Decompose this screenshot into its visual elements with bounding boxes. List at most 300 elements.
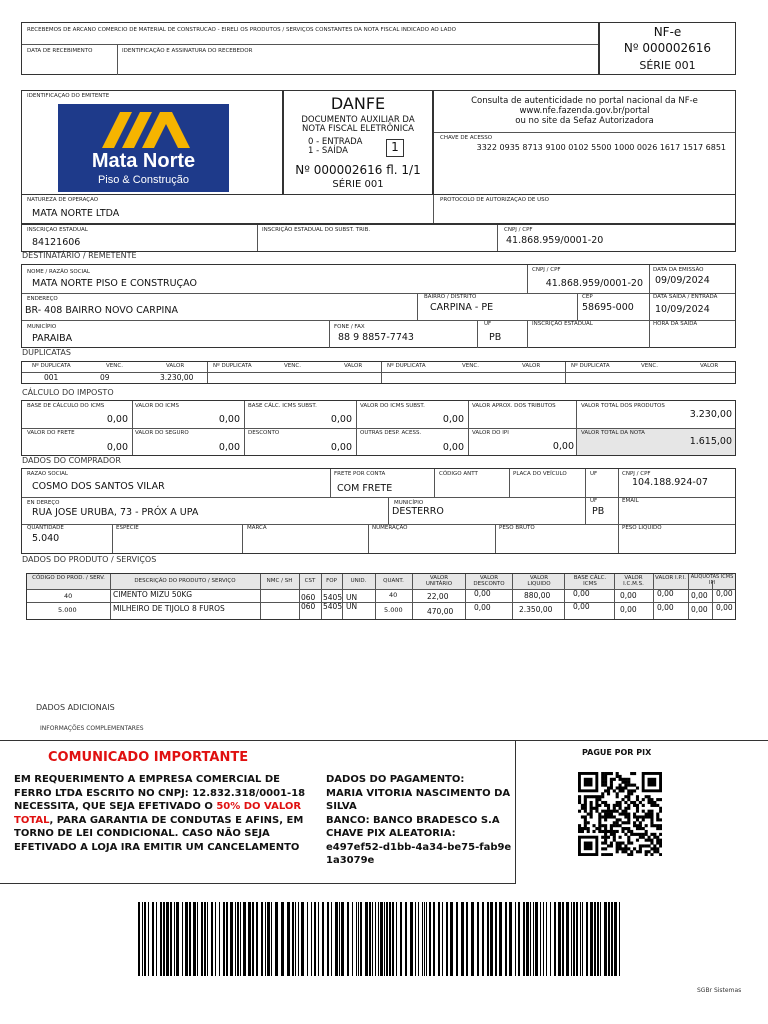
col-code: CÓDIGO DO PROD. / SERV. (32, 575, 105, 581)
qr-module (648, 815, 651, 818)
barcode-bar (600, 902, 601, 976)
row1-unit-price: 22,00 (427, 592, 449, 601)
qr-module (610, 833, 613, 836)
buyer-section: DADOS DO COMPRADOR (22, 456, 121, 465)
row2-desc: MILHEIRO DE TIJOLO 8 FUROS (113, 604, 225, 613)
dup4-venc-header: VENC. (641, 363, 658, 369)
qr-module (601, 815, 604, 818)
qr-module (607, 786, 610, 789)
row1-aliq-icms: 0,00 (691, 591, 708, 600)
qr-module (595, 827, 598, 830)
row1-base: 0,00 (573, 589, 590, 598)
qr-module (613, 804, 616, 807)
tax-base-icms-label: BASE DE CÁLCULO DO ICMS (27, 403, 105, 409)
recipient-box (21, 264, 736, 348)
barcode-bar (456, 902, 458, 976)
tax-insurance: 0,00 (218, 442, 240, 453)
qr-module (650, 853, 653, 856)
qr-module (624, 833, 627, 836)
qr-module (650, 804, 653, 807)
qr-module (601, 772, 604, 775)
phone-value: 88 9 8857-7743 (338, 332, 414, 343)
emitter-logo (58, 104, 229, 192)
qr-module (616, 795, 619, 798)
barcode-bar (523, 902, 525, 976)
qr-module (624, 807, 627, 810)
logo-subtitle: Piso & Construção (97, 174, 190, 186)
qr-module (650, 801, 653, 804)
qr-module (627, 821, 630, 824)
qr-module (621, 847, 624, 850)
qr-module (645, 853, 648, 856)
danfe-title: DANFE (330, 94, 386, 113)
qr-module (636, 815, 639, 818)
dup2-num-header: Nº DUPLICATA (213, 363, 252, 369)
barcode-bar (442, 902, 443, 976)
qr-module (627, 830, 630, 833)
qr-module (650, 818, 653, 821)
barcode-bar (424, 902, 425, 976)
tax-icms-subst-label: VALOR DO ICMS SUBST. (360, 403, 425, 409)
qr-module (653, 847, 656, 850)
qr-module (633, 824, 636, 827)
barcode-bar (219, 902, 220, 976)
barcode-bar (360, 902, 362, 976)
qr-module (650, 824, 653, 827)
col-qty: QUANT. (383, 578, 404, 584)
qr-module (627, 778, 630, 781)
qr-module (624, 784, 627, 787)
qr-module (616, 792, 619, 795)
qr-module (619, 844, 622, 847)
barcode-bar (335, 902, 338, 976)
qr-module (607, 792, 610, 795)
barcode-bar (446, 902, 448, 976)
receipt-stub (21, 22, 599, 75)
qr-module (656, 798, 659, 801)
row2-icms: 0,00 (620, 605, 637, 614)
tax-approx-label: VALOR APROX. DOS TRIBUTOS (472, 403, 556, 409)
qr-module (601, 778, 604, 781)
qr-module (639, 824, 642, 827)
qr-module (613, 824, 616, 827)
barcode-bar (461, 902, 464, 976)
qr-module (604, 836, 607, 839)
dup-venc-header: VENC. (106, 363, 123, 369)
buyer-address-label: EN DEREÇO (27, 500, 60, 506)
qr-module (584, 798, 587, 801)
qr-module (656, 815, 659, 818)
qr-module (639, 850, 642, 853)
qr-module (613, 839, 616, 842)
danfe-type-box (386, 139, 404, 157)
qr-module (595, 810, 598, 813)
qr-module (590, 813, 593, 816)
ie-row (21, 224, 736, 252)
qr-module (584, 807, 587, 810)
qr-module (584, 821, 587, 824)
qr-module (639, 815, 642, 818)
barcode-bar (619, 902, 620, 976)
qr-module (624, 813, 627, 816)
barcode-bar (597, 902, 599, 976)
tax-total-note: 1.615,00 (689, 436, 732, 447)
qr-module (595, 807, 598, 810)
qr-module (636, 786, 639, 789)
buyer-city: DESTERRO (392, 506, 444, 517)
row2-base: 0,00 (573, 602, 590, 611)
qr-module (604, 813, 607, 816)
barcode-bar (322, 902, 324, 976)
qr-module (653, 804, 656, 807)
barcode-bar (477, 902, 479, 976)
row2-qty: 5.000 (384, 606, 403, 614)
qr-module (624, 786, 627, 789)
qr-module (627, 781, 630, 784)
qr-module (604, 789, 607, 792)
barcode-bar (438, 902, 440, 976)
col-unit-price: VALOR UNITÁRIO (425, 575, 453, 587)
tax-other-label: OUTRAS DESP. ACESS. (360, 430, 422, 436)
qr-module (613, 807, 616, 810)
barcode-bar (307, 902, 308, 976)
buyer-cnpj-label: CNPJ / CPF (622, 471, 651, 477)
qr-module (619, 847, 622, 850)
barcode-bar (142, 902, 143, 976)
barcode-bar (540, 902, 541, 976)
barcode-bar (152, 902, 154, 976)
barcode-bar (466, 902, 468, 976)
barcode-bar (298, 902, 299, 976)
qr-module (610, 844, 613, 847)
qr-module (610, 853, 613, 856)
barcode-bar (535, 902, 538, 976)
qr-module (642, 827, 645, 830)
qr-module (592, 830, 595, 833)
qty-value: 5.040 (32, 533, 60, 544)
additional-section: DADOS ADICIONAIS (36, 703, 115, 712)
barcode-bar (571, 902, 572, 976)
barcode-bar (450, 902, 453, 976)
barcode-bar (138, 902, 140, 976)
qr-module (650, 839, 653, 842)
barcode-bar (554, 902, 556, 976)
qr-module (610, 786, 613, 789)
qr-module (613, 789, 616, 792)
barcode-bar (396, 902, 397, 976)
qr-module (590, 810, 593, 813)
qr-module (613, 836, 616, 839)
recipient-name: MATA NORTE PISO E CONSTRUÇAO (32, 278, 197, 289)
qr-module (578, 827, 581, 830)
qr-module (587, 830, 590, 833)
row2-discount: 0,00 (474, 603, 491, 612)
row2-unit-price: 470,00 (427, 607, 454, 616)
barcode-bar (515, 902, 516, 976)
qr-module (616, 850, 619, 853)
qr-module (645, 850, 648, 853)
qr-module (627, 798, 630, 801)
row1-code: 40 (64, 592, 73, 600)
qr-module (584, 795, 587, 798)
col-fop: FOP (326, 578, 337, 584)
qr-module (627, 795, 630, 798)
qr-module (619, 836, 622, 839)
qr-module (578, 824, 581, 827)
qr-module (642, 836, 645, 839)
qr-module (653, 844, 656, 847)
tax-base-icms: 0,00 (106, 414, 128, 425)
qr-module (607, 813, 610, 816)
qr-module (621, 789, 624, 792)
additional-info-label: INFORMAÇÕES COMPLEMENTARES (40, 725, 144, 732)
buyer-uf: PB (592, 506, 605, 517)
qr-module (630, 772, 633, 775)
qr-module (616, 821, 619, 824)
qr-module (590, 804, 593, 807)
barcode (138, 902, 624, 976)
barcode-bar (215, 902, 216, 976)
qr-module (659, 818, 662, 821)
qr-module (598, 818, 601, 821)
payment-payee: MARIA VITORIA NASCIMENTO DA SILVA (326, 787, 511, 812)
pix-title: PAGUE POR PIX (582, 748, 652, 757)
buyer-name: COSMO DOS SANTOS VILAR (32, 481, 165, 492)
qr-module (601, 795, 604, 798)
barcode-bar (490, 902, 493, 976)
qr-module (607, 853, 610, 856)
qr-module (624, 850, 627, 853)
qr-module (581, 804, 584, 807)
qr-module (650, 842, 653, 845)
qr-module (604, 781, 607, 784)
cep-label: CEP (582, 294, 593, 300)
qr-module (621, 781, 624, 784)
qr-module (630, 830, 633, 833)
qr-module (613, 830, 616, 833)
qr-module (619, 824, 622, 827)
qr-module (627, 813, 630, 816)
buyer-uf2-label: UF (590, 498, 598, 504)
ie-value: 84121606 (32, 237, 81, 248)
recipient-name-label: NOME / RAZÃO SOCIAL (27, 269, 90, 275)
qr-module (604, 853, 607, 856)
pix-qr-code[interactable] (578, 772, 662, 856)
recipient-cnpj: 41.868.959/0001-20 (545, 278, 643, 289)
qr-module (601, 842, 604, 845)
qr-module (619, 778, 622, 781)
qr-module (621, 810, 624, 813)
row1-cst: 060 (301, 593, 316, 602)
barcode-bar (369, 902, 371, 976)
qr-module (607, 844, 610, 847)
qr-module (610, 827, 613, 830)
qr-module (653, 801, 656, 804)
tax-icms-label: VALOR DO ICMS (135, 403, 179, 409)
qr-module (604, 842, 607, 845)
qr-module (607, 772, 610, 775)
qr-module (636, 850, 639, 853)
barcode-bar (281, 902, 284, 976)
barcode-bar (226, 902, 228, 976)
qr-module (619, 786, 622, 789)
barcode-bar (608, 902, 610, 976)
nature-row (21, 194, 736, 224)
qr-module (633, 772, 636, 775)
barcode-bar (533, 902, 534, 976)
dup-num: 001 (44, 373, 59, 382)
recipient-address: BR- 408 BAIRRO NOVO CARPINA (25, 305, 178, 316)
barcode-bar (375, 902, 376, 976)
qr-module (656, 850, 659, 853)
qr-module (598, 804, 601, 807)
barcode-bar (248, 902, 251, 976)
barcode-bar (148, 902, 149, 976)
qr-module (610, 842, 613, 845)
barcode-bar (267, 902, 270, 976)
qr-module (616, 830, 619, 833)
barcode-bar (193, 902, 196, 976)
qr-module (636, 798, 639, 801)
qr-module (613, 815, 616, 818)
qr-module (656, 827, 659, 830)
barcode-bar (295, 902, 296, 976)
qr-module (627, 807, 630, 810)
notice-top-rule (0, 740, 768, 741)
barcode-bar (526, 902, 529, 976)
col-unit: UNID. (350, 578, 367, 584)
barcode-bar (170, 902, 172, 976)
barcode-bar (356, 902, 357, 976)
qr-module (659, 798, 662, 801)
qr-module (607, 804, 610, 807)
recipient-uf: PB (489, 332, 502, 343)
danfe-entry: 0 - ENTRADA (308, 137, 363, 147)
qr-module (627, 815, 630, 818)
recipient-section: DESTINATÁRIO / REMETENTE (22, 251, 137, 260)
qr-module (601, 830, 604, 833)
danfe-subtitle-1: DOCUMENTO AUXILIAR DA (301, 115, 415, 125)
emission-value: 09/09/2024 (655, 275, 710, 286)
barcode-icon (138, 902, 624, 976)
qr-module (604, 784, 607, 787)
tax-other: 0,00 (442, 442, 464, 453)
qr-module (627, 842, 630, 845)
qr-module (659, 810, 662, 813)
district-value: CARPINA - PE (430, 302, 494, 313)
qr-module (624, 810, 627, 813)
qr-module (578, 810, 581, 813)
numbering-label: NUMERAÇÃO (372, 525, 408, 531)
qr-module (642, 798, 645, 801)
footer-credit: SGBr Sistemas (697, 987, 742, 994)
dup-valor-header: VALOR (166, 363, 185, 369)
qr-module (621, 821, 624, 824)
barcode-bar (471, 902, 474, 976)
qr-module (648, 798, 651, 801)
row2-cst: 060 (301, 602, 316, 611)
qr-module (601, 824, 604, 827)
row1-icms: 0,00 (620, 591, 637, 600)
col-net: VALOR LIQUIDO (527, 575, 551, 587)
tax-discount: 0,00 (330, 442, 352, 453)
barcode-bar (378, 902, 379, 976)
qr-module (613, 821, 616, 824)
access-key: 3322 0935 8713 9100 0102 5500 1000 0026 1617 1517 6851 (476, 143, 726, 152)
qr-module (616, 786, 619, 789)
qr-module (642, 833, 645, 836)
barcode-bar (182, 902, 183, 976)
tax-section: CÁLCULO DO IMPOSTO (22, 388, 114, 397)
access-key-label: CHAVE DE ACESSO (440, 135, 493, 141)
barcode-bar (339, 902, 340, 976)
barcode-bar (482, 902, 484, 976)
barcode-bar (518, 902, 520, 976)
qr-module (656, 836, 659, 839)
barcode-bar (240, 902, 241, 976)
qr-module (653, 850, 656, 853)
qr-module (656, 842, 659, 845)
recipient-ie-label: INSCRIÇÃO ESTADUAL (532, 321, 593, 327)
qr-module (584, 810, 587, 813)
qr-module (653, 836, 656, 839)
col-discount: VALOR DESCONTO (473, 575, 505, 587)
payment-title: DADOS DO PAGAMENTO: (326, 774, 465, 785)
qr-module (590, 795, 593, 798)
qr-module (621, 850, 624, 853)
qr-module (595, 804, 598, 807)
row1-desc: CIMENTO MIZU 50KG (113, 590, 193, 599)
receipt-signature-label: IDENTIFICAÇÃO E ASSINATURA DO RECEBEDOR (122, 48, 253, 54)
emission-label: DATA DA EMISSÃO (653, 267, 704, 273)
tax-insurance-label: VALOR DO SEGURO (135, 430, 189, 436)
qr-module (584, 818, 587, 821)
city-label: MUNICÍPIO (27, 324, 57, 330)
net-weight-label: PESO LIQUIDO (622, 525, 662, 531)
qr-module (619, 813, 622, 816)
qr-module (616, 818, 619, 821)
barcode-bar (341, 902, 344, 976)
dup-venc: 09 (100, 373, 110, 382)
row1-unit: UN (346, 593, 358, 602)
barcode-bar (499, 902, 502, 976)
qr-module (645, 813, 648, 816)
qr-module (604, 801, 607, 804)
qr-module (604, 847, 607, 850)
qr-module (587, 813, 590, 816)
barcode-bar (580, 902, 581, 976)
qr-module (598, 813, 601, 816)
ie-label: INSCRIÇAO ESTADUAL (27, 227, 88, 233)
buyer-cnpj: 104.188.924-07 (632, 477, 708, 488)
qr-finder (584, 842, 593, 851)
barcode-bar (418, 902, 419, 976)
barcode-bar (573, 902, 575, 976)
consult-line-2: www.nfe.fazenda.gov.br/portal (519, 106, 650, 116)
qr-module (584, 804, 587, 807)
qr-module (627, 853, 630, 856)
qr-module (656, 813, 659, 816)
qr-module (624, 844, 627, 847)
qr-module (624, 827, 627, 830)
qr-module (584, 827, 587, 830)
barcode-bar (422, 902, 423, 976)
duplicatas-box (21, 361, 736, 384)
qr-module (645, 844, 648, 847)
row2-fop: 5405 (323, 602, 343, 611)
qr-module (587, 821, 590, 824)
recipient-uf-label: UF (484, 321, 492, 327)
